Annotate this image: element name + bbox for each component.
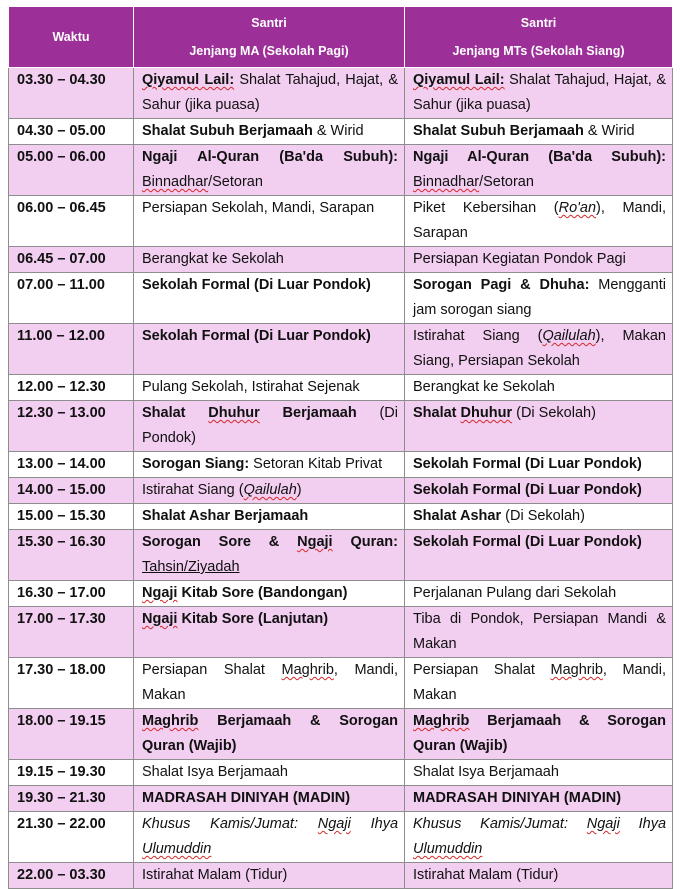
activity-text-segment: & Wirid bbox=[583, 123, 635, 139]
mts-activity-cell bbox=[405, 658, 673, 709]
table-row bbox=[9, 478, 673, 504]
activity-text-segment: Shalat bbox=[142, 405, 209, 421]
time-cell: 06.45 – 07.00 bbox=[9, 247, 134, 273]
ma-activity-cell bbox=[134, 452, 405, 478]
ma-activity-cell bbox=[134, 68, 405, 119]
activity-text-segment: Khusus Kamis/Jumat: bbox=[413, 816, 587, 832]
table-row bbox=[9, 273, 673, 324]
activity-text-segment: Ulumuddin bbox=[413, 841, 483, 857]
header-mts bbox=[405, 7, 673, 68]
ma-activity-cell bbox=[134, 478, 405, 504]
mts-activity-cell bbox=[405, 478, 673, 504]
table-body bbox=[9, 68, 673, 889]
time-cell: 19.30 – 21.30 bbox=[9, 786, 134, 812]
activity-text-segment: Istirahat Malam (Tidur) bbox=[413, 867, 559, 883]
time-cell: 12.00 – 12.30 bbox=[9, 375, 134, 401]
header-mts-line2: Jenjang MTs (Sekolah Siang) bbox=[452, 44, 625, 58]
table-row bbox=[9, 607, 673, 658]
activity-text-segment: Kitab Sore (Bandongan) bbox=[177, 585, 348, 601]
time-cell: 11.00 – 12.00 bbox=[9, 324, 134, 375]
activity-text-segment: Quran: bbox=[332, 534, 398, 550]
activity-text-segment: Persiapan Shalat bbox=[413, 662, 551, 678]
ma-activity-cell bbox=[134, 863, 405, 889]
activity-text-segment: Shalat Tahajud, Hajat, & Sahur (jika puasa) bbox=[142, 72, 398, 113]
activity-text-segment: /Setoran bbox=[208, 174, 263, 190]
time-cell: 06.00 – 06.45 bbox=[9, 196, 134, 247]
table-header bbox=[9, 7, 673, 68]
activity-text-segment: Ngaji bbox=[317, 816, 351, 832]
activity-text-segment: Berjamaah & Sorogan Quran (Wajib) bbox=[413, 713, 666, 754]
mts-activity-cell bbox=[405, 709, 673, 760]
time-cell: 15.30 – 16.30 bbox=[9, 530, 134, 581]
table-row bbox=[9, 145, 673, 196]
activity-text-segment: , Mandi, Makan bbox=[413, 662, 666, 703]
ma-activity-cell bbox=[134, 786, 405, 812]
header-row bbox=[9, 7, 673, 68]
activity-text-segment: Maghrib bbox=[281, 662, 334, 678]
activity-text-segment: (Di Sekolah) bbox=[501, 508, 585, 524]
time-cell: 15.00 – 15.30 bbox=[9, 504, 134, 530]
mts-activity-cell bbox=[405, 119, 673, 145]
ma-activity-cell bbox=[134, 658, 405, 709]
time-cell: 04.30 – 05.00 bbox=[9, 119, 134, 145]
activity-text-segment: (Di Sekolah) bbox=[512, 405, 596, 421]
ma-activity-cell bbox=[134, 530, 405, 581]
activity-text-segment: Sekolah Formal (Di Luar Pondok) bbox=[142, 328, 371, 344]
activity-text-segment: ), Mandi, Sarapan bbox=[413, 200, 666, 241]
time-cell: 12.30 – 13.00 bbox=[9, 401, 134, 452]
activity-text-segment: Tahsin/Ziyadah bbox=[142, 559, 240, 575]
activity-text-segment: Kitab Sore (Lanjutan) bbox=[177, 611, 329, 627]
activity-text-segment: , Mandi, Makan bbox=[142, 662, 398, 703]
activity-text-segment: Berjamaah bbox=[259, 405, 357, 421]
activity-text-segment: Tiba di Pondok, Persiapan Mandi & Makan bbox=[413, 611, 666, 652]
table-row bbox=[9, 196, 673, 247]
activity-text-segment: (Di Pondok) bbox=[142, 405, 398, 446]
table-row bbox=[9, 709, 673, 760]
time-cell: 17.00 – 17.30 bbox=[9, 607, 134, 658]
activity-text-segment: Shalat Subuh Berjamaah bbox=[413, 123, 584, 139]
time-cell: 03.30 – 04.30 bbox=[9, 68, 134, 119]
activity-text-segment: Sorogan Sore & bbox=[142, 534, 298, 550]
mts-activity-cell bbox=[405, 273, 673, 324]
activity-text-segment: Maghrib bbox=[550, 662, 603, 678]
ma-activity-cell bbox=[134, 247, 405, 273]
activity-text-segment: Sorogan Siang: bbox=[142, 456, 250, 472]
activity-text-segment: Ngaji Al-Quran (Ba'da Subuh): bbox=[413, 149, 666, 165]
mts-activity-cell bbox=[405, 581, 673, 607]
activity-text-segment: Mengganti jam sorogan siang bbox=[413, 277, 666, 318]
mts-activity-cell bbox=[405, 375, 673, 401]
header-ma-line1: Santri bbox=[251, 16, 287, 30]
activity-text-segment: Binnadhar bbox=[142, 174, 209, 190]
activity-text-segment: Istirahat Siang ( bbox=[413, 328, 543, 344]
activity-text-segment: & Wirid bbox=[312, 123, 364, 139]
activity-text-segment: Pulang Sekolah, Istirahat Sejenak bbox=[142, 379, 360, 395]
mts-activity-cell bbox=[405, 863, 673, 889]
time-cell: 07.00 – 11.00 bbox=[9, 273, 134, 324]
activity-text-segment: Perjalanan Pulang dari Sekolah bbox=[413, 585, 617, 601]
table-row bbox=[9, 119, 673, 145]
table-row bbox=[9, 863, 673, 889]
activity-text-segment: Qiyamul Lail: bbox=[142, 72, 235, 88]
activity-text-segment: Dhuhur bbox=[460, 405, 513, 421]
table-row bbox=[9, 247, 673, 273]
table-row bbox=[9, 786, 673, 812]
activity-text-segment: Setoran Kitab Privat bbox=[249, 456, 383, 472]
time-cell: 17.30 – 18.00 bbox=[9, 658, 134, 709]
time-cell: 21.30 – 22.00 bbox=[9, 812, 134, 863]
activity-text-segment: MADRASAH DINIYAH (MADIN) bbox=[142, 790, 351, 806]
activity-text-segment: Piket Kebersihan ( bbox=[413, 200, 559, 216]
activity-text-segment: Shalat Subuh Berjamaah bbox=[142, 123, 313, 139]
header-ma bbox=[134, 7, 405, 68]
ma-activity-cell bbox=[134, 375, 405, 401]
mts-activity-cell bbox=[405, 68, 673, 119]
activity-text-segment: Dhuhur bbox=[208, 405, 260, 421]
ma-activity-cell bbox=[134, 760, 405, 786]
activity-text-segment: Ro'an bbox=[558, 200, 597, 216]
mts-activity-cell bbox=[405, 247, 673, 273]
activity-text-segment: Berangkat ke Sekolah bbox=[142, 251, 284, 267]
table-row bbox=[9, 452, 673, 478]
time-cell: 05.00 – 06.00 bbox=[9, 145, 134, 196]
table-row bbox=[9, 658, 673, 709]
table-row bbox=[9, 812, 673, 863]
activity-text-segment: Shalat Tahajud, Hajat, & Sahur (jika puasa) bbox=[413, 72, 666, 113]
time-cell: 19.15 – 19.30 bbox=[9, 760, 134, 786]
activity-text-segment: Persiapan Kegiatan Pondok Pagi bbox=[413, 251, 626, 267]
ma-activity-cell bbox=[134, 196, 405, 247]
activity-text-segment: Ihya bbox=[350, 816, 399, 832]
ma-activity-cell bbox=[134, 504, 405, 530]
mts-activity-cell bbox=[405, 760, 673, 786]
table-row bbox=[9, 68, 673, 119]
activity-text-segment: Sekolah Formal (Di Luar Pondok) bbox=[413, 534, 642, 550]
activity-text-segment: Persiapan Shalat bbox=[142, 662, 282, 678]
activity-text-segment: Berangkat ke Sekolah bbox=[413, 379, 555, 395]
activity-text-segment: Shalat Isya Berjamaah bbox=[413, 764, 559, 780]
activity-text-segment: Ngaji bbox=[586, 816, 620, 832]
activity-text-segment: Ulumuddin bbox=[142, 841, 212, 857]
activity-text-segment: Ihya bbox=[619, 816, 667, 832]
activity-text-segment: Shalat Ashar Berjamaah bbox=[142, 508, 309, 524]
table-row bbox=[9, 324, 673, 375]
activity-text-segment: Istirahat Siang ( bbox=[142, 482, 244, 498]
activity-text-segment: Istirahat Malam (Tidur) bbox=[142, 867, 288, 883]
ma-activity-cell bbox=[134, 607, 405, 658]
activity-text-segment: Qailulah bbox=[243, 482, 297, 498]
mts-activity-cell bbox=[405, 401, 673, 452]
activity-text-segment: Maghrib bbox=[413, 713, 470, 729]
ma-activity-cell bbox=[134, 145, 405, 196]
ma-activity-cell bbox=[134, 273, 405, 324]
table-row bbox=[9, 375, 673, 401]
time-cell: 16.30 – 17.00 bbox=[9, 581, 134, 607]
table-row bbox=[9, 760, 673, 786]
activity-text-segment: Ngaji bbox=[142, 611, 178, 627]
activity-text-segment: Sekolah Formal (Di Luar Pondok) bbox=[413, 456, 642, 472]
activity-text-segment: ), Makan Siang, Persiapan Sekolah bbox=[413, 328, 666, 369]
activity-text-segment: Persiapan Sekolah, Mandi, Sarapan bbox=[142, 200, 375, 216]
mts-activity-cell bbox=[405, 530, 673, 581]
header-ma-line2: Jenjang MA (Sekolah Pagi) bbox=[189, 44, 349, 58]
activity-text-segment: Ngaji bbox=[297, 534, 333, 550]
activity-text-segment: Binnadhar bbox=[413, 174, 480, 190]
ma-activity-cell bbox=[134, 401, 405, 452]
ma-activity-cell bbox=[134, 324, 405, 375]
activity-text-segment: Sekolah Formal (Di Luar Pondok) bbox=[413, 482, 642, 498]
schedule-table bbox=[8, 6, 673, 889]
activity-text-segment: Sekolah Formal (Di Luar Pondok) bbox=[142, 277, 371, 293]
time-cell: 18.00 – 19.15 bbox=[9, 709, 134, 760]
activity-text-segment: Shalat bbox=[413, 405, 461, 421]
activity-text-segment: /Setoran bbox=[479, 174, 534, 190]
activity-text-segment: Qailulah bbox=[542, 328, 596, 344]
ma-activity-cell bbox=[134, 812, 405, 863]
ma-activity-cell bbox=[134, 119, 405, 145]
time-cell: 14.00 – 15.00 bbox=[9, 478, 134, 504]
header-mts-line1: Santri bbox=[520, 16, 557, 30]
header-waktu: Waktu bbox=[9, 7, 134, 68]
table-row bbox=[9, 504, 673, 530]
activity-text-segment: MADRASAH DINIYAH (MADIN) bbox=[413, 790, 622, 806]
mts-activity-cell bbox=[405, 324, 673, 375]
mts-activity-cell bbox=[405, 786, 673, 812]
activity-text-segment: Berjamaah & Sorogan Quran (Wajib) bbox=[142, 713, 398, 754]
mts-activity-cell bbox=[405, 145, 673, 196]
activity-text-segment: Shalat Isya Berjamaah bbox=[142, 764, 288, 780]
time-cell: 13.00 – 14.00 bbox=[9, 452, 134, 478]
mts-activity-cell bbox=[405, 504, 673, 530]
table-row bbox=[9, 530, 673, 581]
table-row bbox=[9, 581, 673, 607]
mts-activity-cell bbox=[405, 812, 673, 863]
activity-text-segment: Maghrib bbox=[142, 713, 199, 729]
activity-text-segment: Shalat Ashar bbox=[413, 508, 502, 524]
activity-text-segment: ) bbox=[296, 482, 302, 498]
activity-text-segment: Ngaji bbox=[142, 585, 178, 601]
activity-text-segment: Khusus Kamis/Jumat: bbox=[142, 816, 318, 832]
mts-activity-cell bbox=[405, 452, 673, 478]
table-row bbox=[9, 401, 673, 452]
activity-text-segment: Qiyamul Lail: bbox=[413, 72, 505, 88]
mts-activity-cell bbox=[405, 196, 673, 247]
activity-text-segment: Sorogan Pagi & Dhuha: bbox=[413, 277, 590, 293]
time-cell: 22.00 – 03.30 bbox=[9, 863, 134, 889]
activity-text-segment: Ngaji Al-Quran (Ba'da Subuh): bbox=[142, 149, 398, 165]
ma-activity-cell bbox=[134, 581, 405, 607]
mts-activity-cell bbox=[405, 607, 673, 658]
ma-activity-cell bbox=[134, 709, 405, 760]
